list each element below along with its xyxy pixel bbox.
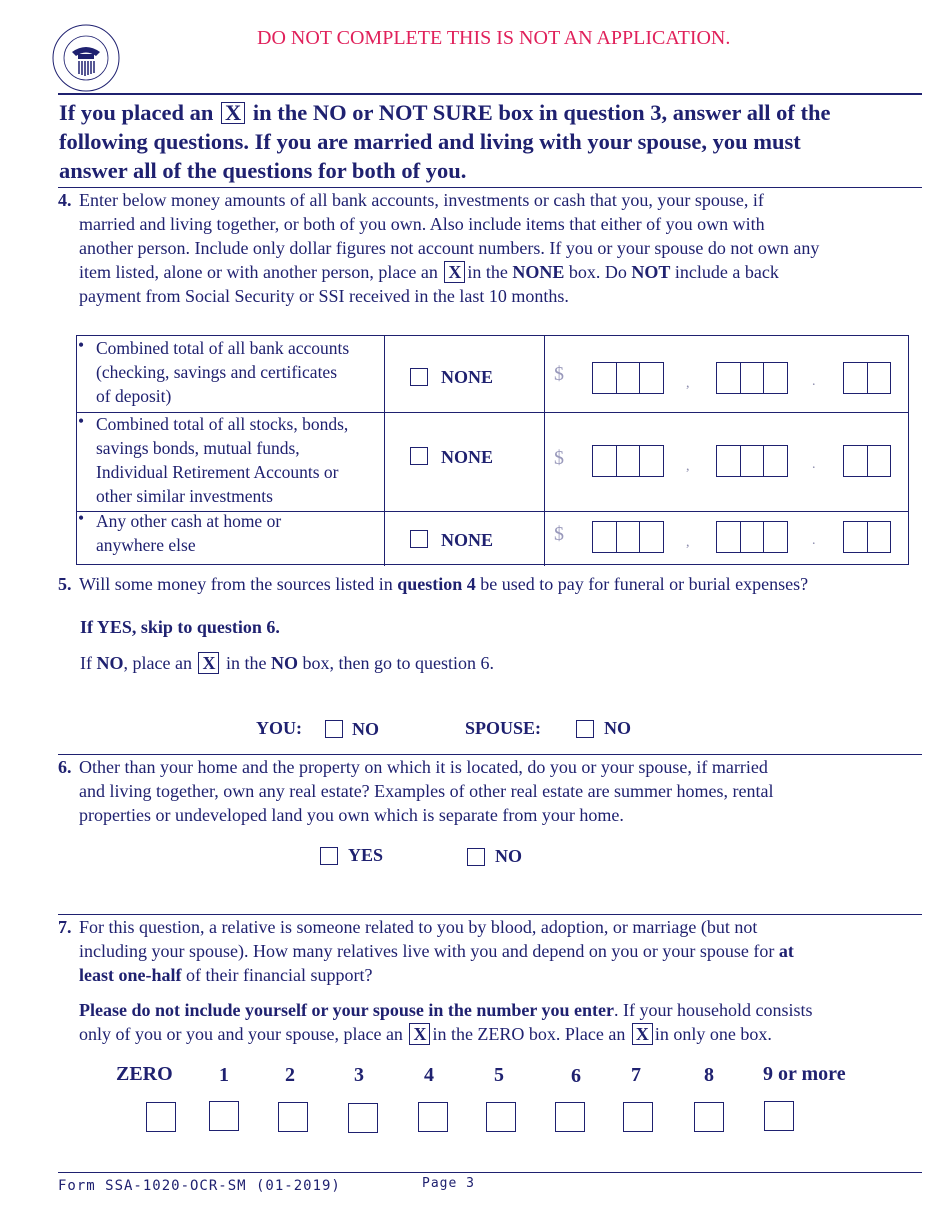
footer-rule <box>58 1172 922 1173</box>
q7-option-label: 9 or more <box>763 1063 846 1085</box>
q5-yes-instruction: If YES, skip to question 6. <box>80 617 280 637</box>
amount-boxes-invest-cents[interactable] <box>843 445 891 477</box>
q7-checkbox-8[interactable] <box>694 1102 724 1132</box>
warning-banner: DO NOT COMPLETE THIS IS NOT AN APPLICATION. <box>257 27 731 49</box>
q7-checkbox-6[interactable] <box>555 1102 585 1132</box>
q5-you-no-label: NO <box>352 719 379 739</box>
amount-boxes-cash-cents[interactable] <box>843 521 891 553</box>
q5-no-instruction: If NO, place an X in the NO box, then go to question 6. <box>80 653 494 673</box>
q6-no-label: NO <box>495 846 522 866</box>
none-label-investments: NONE <box>441 447 494 467</box>
q7-text: For this question, a relative is someone related to you by blood, adoption, or marriage (but not including your spouse). How many relatives live with you and depend on you or your spouse for at least one-half of their financial support? Please do not include yourself or your spouse in the number you enter. If your household consists only of you or you and your spouse, place an X in the ZERO box. Place an X in only one box. <box>79 917 813 1044</box>
amount-boxes-invest-thousands[interactable] <box>592 445 664 477</box>
q7-number: 7. <box>58 917 72 937</box>
q7-checkbox-9-or-more[interactable] <box>764 1101 794 1131</box>
q7-option-label: 8 <box>704 1064 714 1086</box>
none-checkbox-bank[interactable] <box>410 368 428 386</box>
q6-yes-checkbox[interactable] <box>320 847 338 865</box>
q4-number: 4. <box>58 190 72 210</box>
q7-checkbox-2[interactable] <box>278 1102 308 1132</box>
amount-boxes-bank-cents[interactable] <box>843 362 891 394</box>
q7-option-label: 4 <box>424 1064 434 1086</box>
none-label-cash: NONE <box>441 530 494 550</box>
q6-no-checkbox[interactable] <box>467 848 485 866</box>
q7-option-label: 6 <box>571 1065 581 1087</box>
amount-boxes-cash-units[interactable] <box>716 521 788 553</box>
q5-you-no-checkbox[interactable] <box>325 720 343 738</box>
q7-option-label: ZERO <box>116 1063 173 1085</box>
q4-text: Enter below money amounts of all bank accounts, investments or cash that you, your spouse, if married and living together, or both of you own. Also include items that either of you own with another person. Include only dollar figures not account numbers. If you or your spouse do not own any item listed, alone or with another person, place an X in the NONE box. Do NOT include a back payment from Social Security or SSI received in the last 10 months. <box>79 190 820 306</box>
q7-option-label: 3 <box>354 1064 364 1086</box>
amount-boxes-bank-thousands[interactable] <box>592 362 664 394</box>
none-label-bank: NONE <box>441 367 494 387</box>
page-number: Page 3 <box>422 1176 475 1191</box>
q5-number: 5. <box>58 574 72 594</box>
q5-spouse-no-label: NO <box>604 718 631 738</box>
table-row-investments: • Combined total of all stocks, bonds, savings bonds, mutual funds, Individual Retirement Accounts or other similar investments <box>78 411 349 506</box>
form-number: Form SSA-1020-OCR-SM (01-2019) <box>58 1178 341 1194</box>
q7-option-label: 5 <box>494 1064 504 1086</box>
q7-option-label: 7 <box>631 1064 641 1086</box>
q7-checkbox-7[interactable] <box>623 1102 653 1132</box>
amount-boxes-invest-units[interactable] <box>716 445 788 477</box>
amount-boxes-cash-thousands[interactable] <box>592 521 664 553</box>
q7-checkbox-zero[interactable] <box>146 1102 176 1132</box>
header-rule <box>58 93 922 95</box>
q6-number: 6. <box>58 757 72 777</box>
q7-option-label: 1 <box>219 1064 229 1086</box>
q7-checkbox-3[interactable] <box>348 1103 378 1133</box>
q7-option-label: 2 <box>285 1064 295 1086</box>
ssa-logo <box>50 22 122 94</box>
intro-text: If you placed an X in the NO or NOT SURE box in question 3, answer all of the following questions. If you are married and living with your spouse, you must answer all of the questions for both of you. <box>59 100 831 183</box>
q7-checkbox-4[interactable] <box>418 1102 448 1132</box>
amount-boxes-bank-units[interactable] <box>716 362 788 394</box>
table-row-bank-accounts: • Combined total of all bank accounts (checking, savings and certificates of deposit) <box>78 335 350 406</box>
q6-text: Other than your home and the property on which it is located, do you or your spouse, if married and living together, own any real estate? Examples of other real estate are summer homes, rental properties or undeveloped land you own which is separate from your home. <box>79 757 774 825</box>
table-row-cash: • Any other cash at home or anywhere else <box>78 508 282 555</box>
q5-spouse-no-checkbox[interactable] <box>576 720 594 738</box>
q5-text: Will some money from the sources listed in question 4 be used to pay for funeral or burial expenses? <box>79 574 809 594</box>
q7-checkbox-5[interactable] <box>486 1102 516 1132</box>
x-example: X <box>221 102 245 124</box>
q5-spouse-label: SPOUSE: <box>465 718 542 738</box>
none-checkbox-cash[interactable] <box>410 530 428 548</box>
q7-checkbox-1[interactable] <box>209 1101 239 1131</box>
q5-you-label: YOU: <box>256 718 302 738</box>
dollar-sign: $ <box>554 363 564 385</box>
q6-yes-label: YES <box>348 845 384 865</box>
none-checkbox-investments[interactable] <box>410 447 428 465</box>
